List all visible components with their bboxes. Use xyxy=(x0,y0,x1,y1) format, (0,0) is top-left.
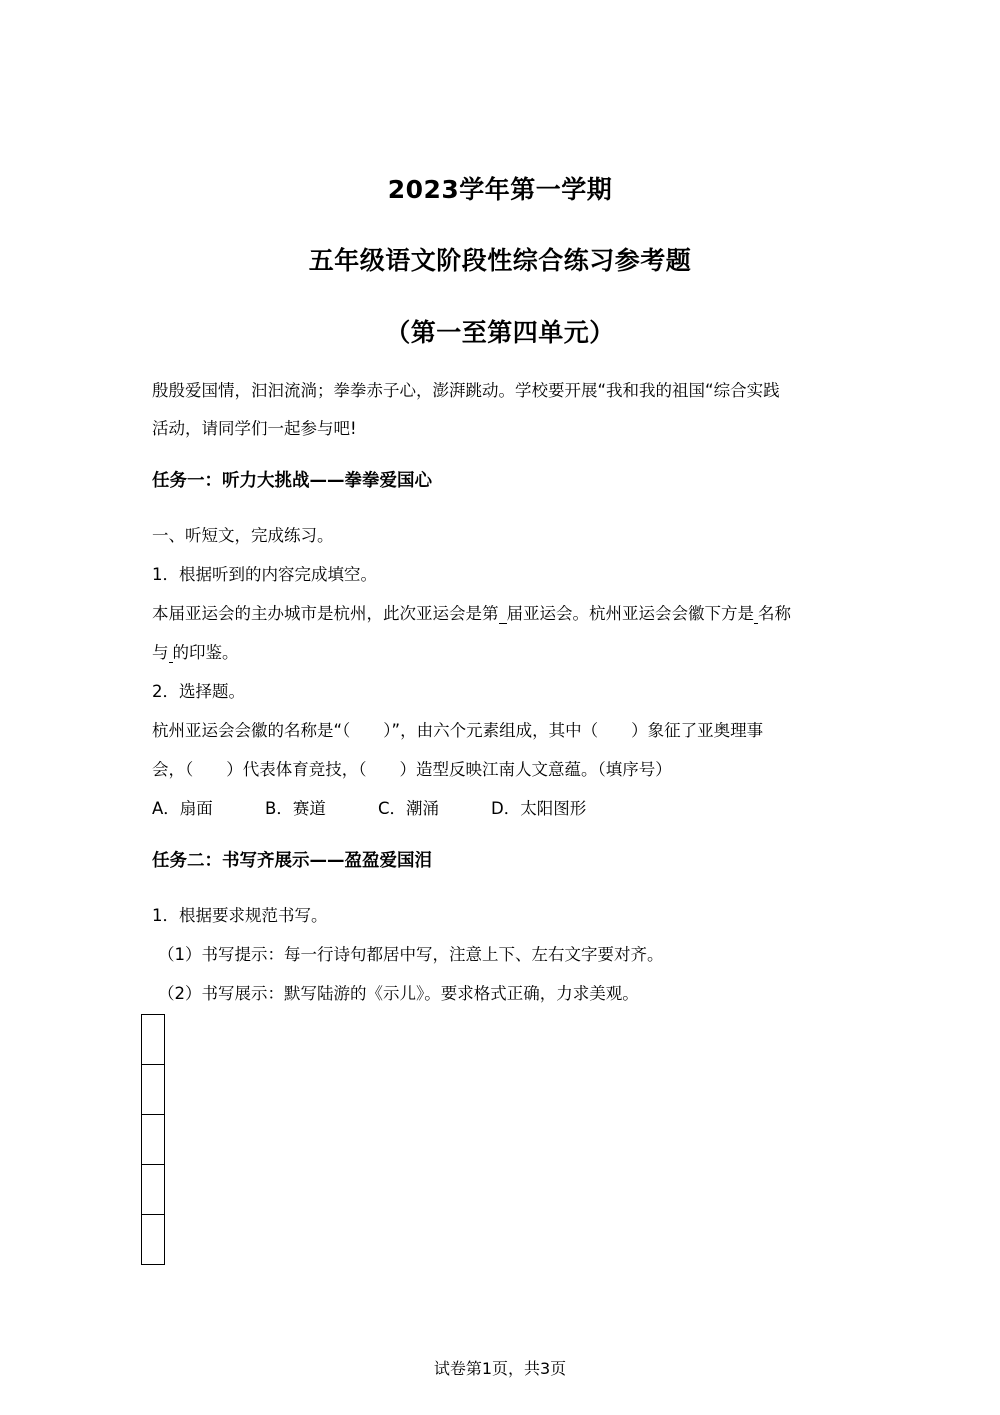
fill-text-a: 本届亚运会的主办城市是杭州，此次亚运会是第 xyxy=(152,604,499,623)
title-exam: 五年级语文阶段性综合练习参考题 xyxy=(308,246,692,275)
option-a[interactable]: A．扇面 xyxy=(152,799,213,818)
intro-line-2: 活动，请同学们一起参与吧! xyxy=(152,419,357,438)
writing-cell[interactable] xyxy=(141,1114,165,1164)
choice-question-line-2: 会，（ ）代表体育竞技，（ ）造型反映江南人文意蕴。（填序号） xyxy=(152,760,672,779)
fill-text-d: 与 xyxy=(152,643,169,662)
fill-blank-line-2 xyxy=(152,639,852,663)
fill-text-e: 的印鉴。 xyxy=(172,643,239,662)
option-c[interactable]: C．潮涌 xyxy=(378,799,440,818)
fill-text-c: 名称 xyxy=(758,604,791,623)
title-semester: 2023学年第一学期 xyxy=(387,175,613,204)
fill-blank-line-1 xyxy=(152,600,852,624)
writing-cell[interactable] xyxy=(141,1214,165,1265)
task2-sub-2: （2）书写展示：默写陆游的《示儿》。要求格式正确，力求美观。 xyxy=(158,984,639,1003)
task2-sub-1: （1）书写提示：每一行诗句都居中写，注意上下、左右文字要对齐。 xyxy=(158,945,664,964)
intro-line-1: 殷殷爱国情，汩汩流淌；拳拳赤子心，澎湃跳动。学校要开展“我和我的祖国“综合实践 xyxy=(152,381,780,400)
option-d[interactable]: D．太阳图形 xyxy=(491,799,587,818)
task1-question-1: 1．根据听到的内容完成填空。 xyxy=(152,565,377,584)
choice-question-line-1: 杭州亚运会会徽的名称是“（ ）”，由六个元素组成，其中（ ）象征了亚奥理事 xyxy=(152,721,764,740)
writing-cell[interactable] xyxy=(141,1064,165,1114)
fill-text-b: 届亚运会。杭州亚运会会徽下方是 xyxy=(506,604,754,623)
option-b[interactable]: B．赛道 xyxy=(265,799,326,818)
task1-question-2: 2．选择题。 xyxy=(152,682,245,701)
writing-cell[interactable] xyxy=(141,1164,165,1214)
task1-heading: 任务一：听力大挑战——拳拳爱国心 xyxy=(152,471,432,491)
title-units: （第一至第四单元） xyxy=(385,318,615,347)
task2-heading: 任务二：书写齐展示——盈盈爱国泪 xyxy=(152,851,432,871)
task2-question-1: 1．根据要求规范书写。 xyxy=(152,906,328,925)
blank-edition[interactable] xyxy=(499,604,507,624)
writing-grid xyxy=(141,1014,163,1265)
writing-cell[interactable] xyxy=(141,1014,165,1064)
page-footer: 试卷第1页，共3页 xyxy=(433,1359,567,1378)
task1-section-title: 一、听短文，完成练习。 xyxy=(152,526,334,545)
